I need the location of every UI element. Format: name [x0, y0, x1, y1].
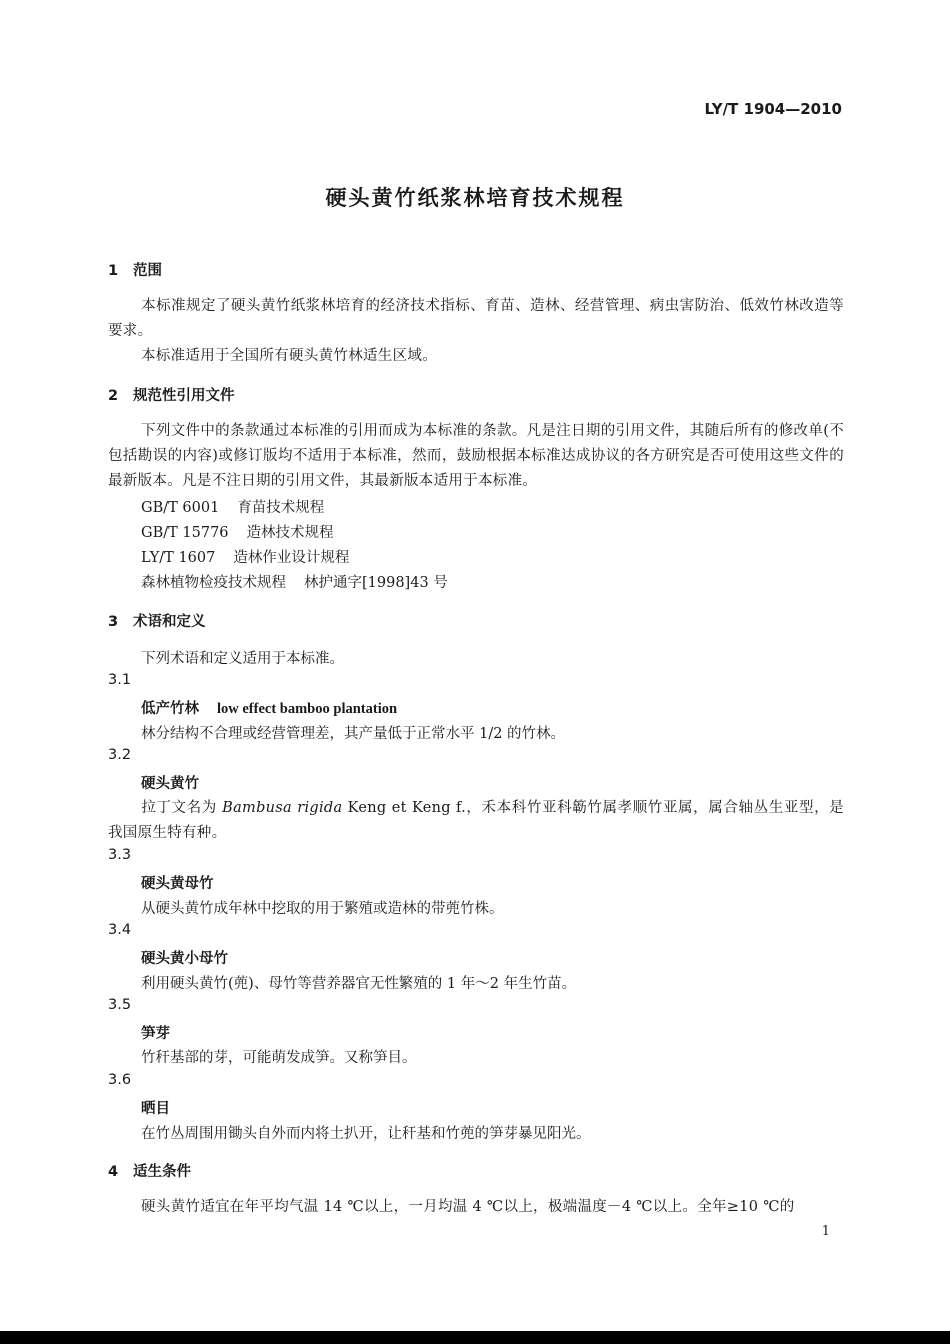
- reference-item: [141, 546, 349, 567]
- document-title: 硬头黄竹纸浆林培育技术规程: [325, 186, 625, 210]
- term-chinese: 硬头黄小母竹: [141, 951, 228, 967]
- reference-item: [141, 496, 324, 517]
- term-number: 3.4: [108, 922, 132, 938]
- term-number: 3.6: [108, 1072, 132, 1088]
- paragraph: [108, 419, 844, 494]
- section-title: 适生条件: [133, 1164, 191, 1180]
- term-name: [141, 772, 199, 793]
- paragraph: [108, 294, 844, 344]
- section-number: 2: [108, 388, 119, 404]
- term-number: 3.1: [108, 672, 132, 688]
- definition-prefix: 拉丁文名为: [141, 800, 223, 816]
- section-title: 术语和定义: [133, 614, 206, 630]
- term-name: [141, 1022, 170, 1043]
- definition-suffix: Keng et Keng f.，禾本科竹亚科簕竹属孝顺竹亚属，属合轴丛生亚型，是我国原生特有种。: [108, 800, 844, 841]
- term-chinese: 笋芽: [141, 1026, 170, 1042]
- page-number: 1: [821, 1224, 830, 1239]
- reference-code: 森林植物检疫技术规程: [141, 575, 286, 591]
- term-definition: 林分结构不合理或经营管理差，其产量低于正常水平 1/2 的竹林。: [141, 726, 566, 742]
- reference-code: GB/T 6001: [141, 500, 220, 516]
- term-name: [141, 947, 228, 968]
- section-title: 范围: [133, 263, 162, 279]
- reference-title: 林护通字[1998]43 号: [304, 575, 448, 591]
- term-definition: 从硬头黄竹成年林中挖取的用于繁殖或造林的带蔸竹株。: [141, 901, 504, 917]
- bottom-border: [0, 1331, 950, 1344]
- term-name: [141, 872, 214, 893]
- paragraph-text: 本标准适用于全国所有硬头黄竹林适生区域。: [141, 348, 437, 364]
- section-title: 规范性引用文件: [133, 388, 235, 404]
- term-chinese: 硬头黄竹: [141, 776, 199, 792]
- section-heading-1: [108, 259, 162, 280]
- section-heading-3: [108, 610, 206, 631]
- latin-name: Bambusa rigida: [222, 800, 343, 816]
- section-number: 4: [108, 1164, 119, 1180]
- section-number: 3: [108, 614, 119, 630]
- term-chinese: 硬头黄母竹: [141, 876, 214, 892]
- section-heading-2: [108, 384, 235, 405]
- section-number: 1: [108, 263, 119, 279]
- section-intro: 下列术语和定义适用于本标准。: [141, 651, 344, 667]
- term-definition: 利用硬头黄竹(蔸)、母竹等营养器官无性繁殖的 1 年～2 年生竹苗。: [141, 976, 577, 992]
- term-name: [141, 697, 397, 718]
- term-english: low effect bamboo plantation: [217, 701, 398, 717]
- term-number: 3.2: [108, 747, 132, 763]
- term-chinese: 晒目: [141, 1101, 170, 1117]
- paragraph-text: 硬头黄竹适宜在年平均气温 14 ℃以上，一月均温 4 ℃以上，极端温度－4 ℃以上。全年≥10 ℃的: [141, 1199, 795, 1215]
- reference-code: GB/T 15776: [141, 525, 229, 541]
- reference-title: 造林技术规程: [246, 525, 334, 541]
- paragraph: [108, 344, 844, 369]
- paragraph-text: 下列文件中的条款通过本标准的引用而成为本标准的条款。凡是注日期的引用文件，其随后所有的修改单(不包括勘误的内容)或修订版均不适用于本标准，然而，鼓励根据本标准达成协议的各方研究是否可使用这些文件的最新版本。凡是不注日期的引用文件，其最新版本适用于本标准。: [108, 423, 844, 489]
- term-definition: [108, 796, 844, 846]
- standard-code: LY/T 1904—2010: [704, 100, 842, 118]
- term-number: 3.5: [108, 997, 132, 1013]
- paragraph: [108, 1195, 844, 1220]
- term-number: 3.3: [108, 847, 132, 863]
- reference-title: 造林作业设计规程: [233, 550, 350, 566]
- term-name: [141, 1097, 170, 1118]
- reference-title: 育苗技术规程: [237, 500, 325, 516]
- term-chinese: 低产竹林: [141, 701, 199, 717]
- reference-item: [141, 571, 448, 592]
- term-definition: 在竹丛周围用锄头自外而内将土扒开，让秆基和竹蔸的笋芽暴见阳光。: [141, 1126, 591, 1142]
- section-heading-4: [108, 1160, 191, 1181]
- term-definition: 竹秆基部的芽，可能萌发成笋。又称笋目。: [141, 1050, 417, 1066]
- reference-item: [141, 521, 334, 542]
- reference-code: LY/T 1607: [141, 550, 216, 566]
- paragraph-text: 本标准规定了硬头黄竹纸浆林培育的经济技术指标、育苗、造林、经营管理、病虫害防治、低效竹林改造等要求。: [108, 298, 844, 339]
